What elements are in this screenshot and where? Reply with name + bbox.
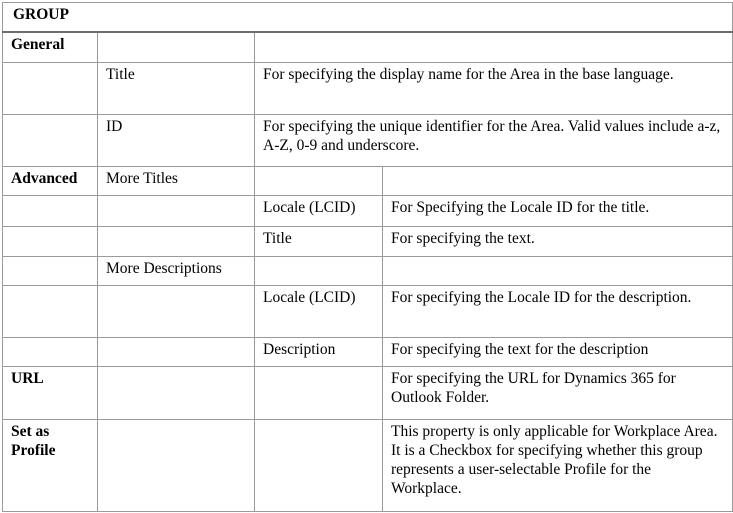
sub-property-cell: Locale (LCID) bbox=[255, 286, 383, 338]
table-row bbox=[3, 226, 733, 257]
property-cell bbox=[98, 32, 255, 62]
sub-property-cell bbox=[255, 367, 383, 419]
description-cell: For specifying the URL for Dynamics 365 for Outlook Folder. bbox=[383, 367, 733, 419]
section-label-cell: Set as Profile bbox=[3, 419, 98, 511]
description-cell: For specifying the Locale ID for the description. bbox=[383, 286, 733, 338]
description-cell: This property is only applicable for Workplace Area. It is a Checkbox for specifying whether this group represents a user-selectable Profile for the Workplace. bbox=[383, 419, 733, 511]
sub-property-cell bbox=[255, 419, 383, 511]
section-label-cell bbox=[3, 338, 98, 367]
table-row bbox=[3, 257, 733, 286]
property-cell bbox=[98, 367, 255, 419]
table-row bbox=[3, 367, 733, 419]
sub-property-cell: Description bbox=[255, 338, 383, 367]
table-row bbox=[3, 338, 733, 367]
property-cell bbox=[98, 226, 255, 257]
property-cell bbox=[98, 286, 255, 338]
description-cell bbox=[255, 32, 733, 62]
table-header-cell: GROUP bbox=[3, 3, 733, 33]
section-label-cell bbox=[3, 226, 98, 257]
sub-property-cell bbox=[255, 167, 383, 196]
property-cell bbox=[98, 338, 255, 367]
description-cell: For specifying the display name for the Area in the base language. bbox=[255, 62, 733, 114]
table-row bbox=[3, 167, 733, 196]
table-row bbox=[3, 286, 733, 338]
description-cell: For specifying the unique identifier for the Area. Valid values include a-z, A-Z, 0-9 and underscore. bbox=[255, 114, 733, 166]
description-cell bbox=[383, 257, 733, 286]
description-cell: For specifying the text. bbox=[383, 226, 733, 257]
section-label-cell bbox=[3, 195, 98, 226]
property-cell bbox=[98, 195, 255, 226]
property-cell: More Descriptions bbox=[98, 257, 255, 286]
table-row bbox=[3, 114, 733, 166]
section-label-cell bbox=[3, 257, 98, 286]
section-label-cell: URL bbox=[3, 367, 98, 419]
section-label-cell bbox=[3, 114, 98, 166]
property-cell bbox=[98, 419, 255, 511]
group-properties-table bbox=[2, 2, 733, 512]
section-label-cell: General bbox=[3, 32, 98, 62]
table-row bbox=[3, 62, 733, 114]
property-cell: More Titles bbox=[98, 167, 255, 196]
description-cell: For Specifying the Locale ID for the title. bbox=[383, 195, 733, 226]
table-row bbox=[3, 32, 733, 62]
sub-property-cell: Locale (LCID) bbox=[255, 195, 383, 226]
description-cell: For specifying the text for the description bbox=[383, 338, 733, 367]
section-label-cell bbox=[3, 286, 98, 338]
description-cell bbox=[383, 167, 733, 196]
section-label-cell: Advanced bbox=[3, 167, 98, 196]
table-row bbox=[3, 419, 733, 511]
sub-property-cell: Title bbox=[255, 226, 383, 257]
table-row bbox=[3, 195, 733, 226]
property-cell: Title bbox=[98, 62, 255, 114]
property-cell: ID bbox=[98, 114, 255, 166]
sub-property-cell bbox=[255, 257, 383, 286]
section-label-cell bbox=[3, 62, 98, 114]
table-header-row bbox=[3, 3, 733, 33]
